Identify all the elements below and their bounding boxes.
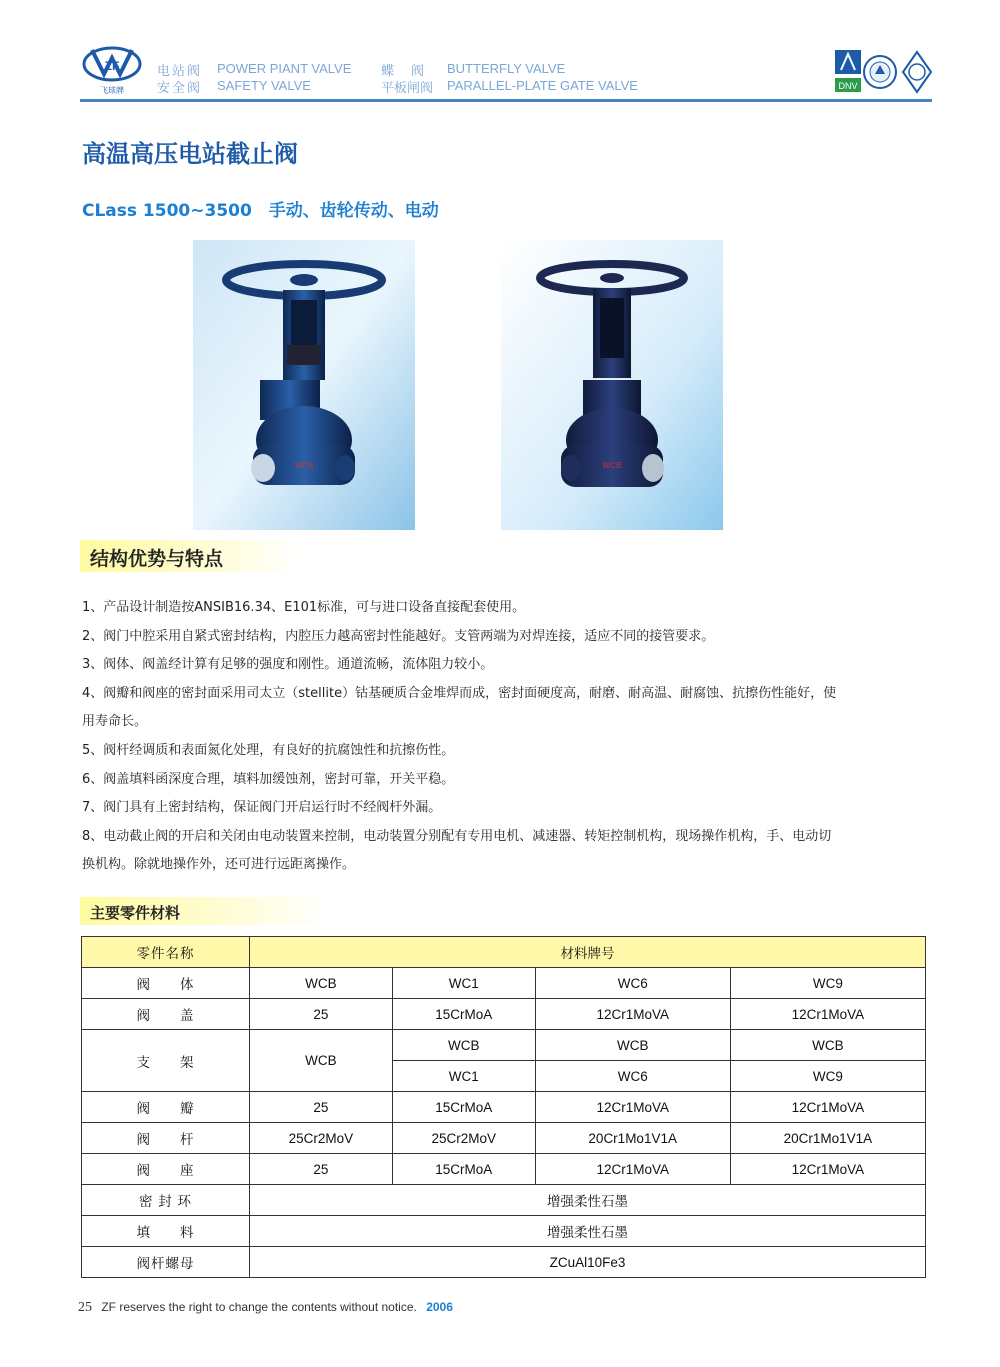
table-cell: 12Cr1MoVA [535, 999, 730, 1030]
table-cell: WC9 [730, 968, 925, 999]
page-title: 高温高压电站截止阀 [82, 140, 298, 168]
company-logo-icon [80, 44, 144, 96]
table-cell: 增强柔性石墨 [250, 1185, 926, 1216]
table-cell: 25Cr2MoV [250, 1123, 393, 1154]
svg-text:WCB: WCB [294, 461, 314, 470]
page-footer [78, 1300, 453, 1316]
feature-item: 4、阀瓣和阀座的密封面采用司太立（stellite）钴基硬质合金堆焊而成，密封面硬度高，耐磨、耐高温、耐腐蚀、抗擦伤性能好，使用寿命长。 [82, 685, 837, 730]
header-category-butterfly-en: BUTTERFLY VALVE [447, 61, 566, 76]
valve-photo-1 [193, 240, 415, 530]
header-category-gate-cn: 平板闸阀 [381, 81, 434, 96]
part-name: 密 封 环 [82, 1185, 250, 1216]
part-name: 阀 座 [82, 1154, 250, 1185]
table-cell: WCB [250, 968, 393, 999]
table-cell: WC9 [730, 1061, 925, 1092]
table-cell: WCB [730, 1030, 925, 1061]
table-cell: 25 [250, 1154, 393, 1185]
table-cell: 25Cr2MoV [392, 1123, 535, 1154]
feature-item: 8、电动截止阀的开启和关闭由电动装置来控制，电动装置分别配有专用电机、减速器、转矩控制机构，现场操作机构，手、电动切换机构。除就地操作外，还可进行远距离操作。 [82, 828, 832, 873]
features-list [82, 594, 842, 880]
materials-section-heading: 主要零件材料 [80, 897, 330, 925]
part-name: 阀 杆 [82, 1123, 250, 1154]
table-cell: 增强柔性石墨 [250, 1216, 926, 1247]
table-row [82, 999, 926, 1030]
part-name: 阀 体 [82, 968, 250, 999]
table-cell: WC6 [535, 968, 730, 999]
table-cell: WC1 [392, 968, 535, 999]
table-cell: ZCuAl10Fe3 [250, 1247, 926, 1278]
table-row [82, 1185, 926, 1216]
part-name: 填 料 [82, 1216, 250, 1247]
table-cell: WC1 [392, 1061, 535, 1092]
footer-year: 2006 [426, 1300, 453, 1314]
api-mark-icon [903, 52, 931, 92]
table-cell: 12Cr1MoVA [730, 1092, 925, 1123]
table-row [82, 1247, 926, 1278]
header-category-safety-en: SAFETY VALVE [217, 78, 311, 93]
table-cell: 12Cr1MoVA [535, 1154, 730, 1185]
valve-photo-2 [501, 240, 723, 530]
table-row [82, 1216, 926, 1247]
footer-notice: ZF reserves the right to change the contents without notice. [101, 1300, 417, 1314]
table-row [82, 1030, 926, 1061]
feature-item: 2、阀门中腔采用自紧式密封结构，内腔压力越高密封性能越好。支管两端为对焊连接，适应不同的接管要求。 [82, 628, 715, 644]
features-section-heading: 结构优势与特点 [80, 540, 300, 572]
table-cell: WCB [392, 1030, 535, 1061]
feature-item: 1、产品设计制造按ANSIB16.34、E101标准，可与进口设备直接配套使用。 [82, 600, 526, 615]
table-cell: 20Cr1Mo1V1A [535, 1123, 730, 1154]
table-row [82, 968, 926, 999]
part-name: 阀 盖 [82, 999, 250, 1030]
table-row [82, 1092, 926, 1123]
table-cell: 12Cr1MoVA [730, 1154, 925, 1185]
svg-text:飞球牌: 飞球牌 [100, 86, 124, 95]
part-name: 阀杆螺母 [82, 1247, 250, 1278]
header-rule [80, 99, 932, 102]
header-category-butterfly-cn: 蝶 阀 [381, 64, 427, 79]
part-name: 阀 瓣 [82, 1092, 250, 1123]
table-cell: 12Cr1MoVA [535, 1092, 730, 1123]
feature-item: 3、阀体、阀盖经计算有足够的强度和刚性。通道流畅，流体阻力较小。 [82, 657, 494, 673]
header-part-name: 零件名称 [82, 937, 250, 968]
svg-text:DNV: DNV [838, 81, 858, 91]
feature-item: 5、阀杆经调质和表面氮化处理，有良好的抗腐蚀性和抗擦伤性。 [82, 742, 455, 758]
table-cell: 15CrMoA [392, 999, 535, 1030]
table-header-row [82, 937, 926, 968]
svg-text:ZF: ZF [104, 59, 120, 73]
header-category-gate-en: PARALLEL-PLATE GATE VALVE [447, 78, 638, 93]
header-category-power-cn: 电站阀 [157, 64, 203, 79]
table-cell: WC6 [535, 1061, 730, 1092]
svg-text:WCB: WCB [602, 461, 622, 470]
table-cell: 12Cr1MoVA [730, 999, 925, 1030]
certification-logos [833, 48, 933, 96]
header-category-power-en: POWER PIANT VALVE [217, 61, 352, 76]
table-cell: 15CrMoA [392, 1154, 535, 1185]
header-category-safety-cn: 安全阀 [157, 81, 203, 96]
page-number: 25 [78, 1300, 92, 1315]
table-cell: 20Cr1Mo1V1A [730, 1123, 925, 1154]
table-row [82, 1123, 926, 1154]
page-header [0, 0, 1000, 110]
header-material-grade: 材料牌号 [250, 937, 926, 968]
table-cell: 25 [250, 1092, 393, 1123]
feature-item: 7、阀门具有上密封结构，保证阀门开启运行时不经阀杆外漏。 [82, 800, 442, 816]
table-cell: 25 [250, 999, 393, 1030]
part-name: 支 架 [82, 1030, 250, 1092]
table-cell: 15CrMoA [392, 1092, 535, 1123]
materials-table [81, 936, 926, 1278]
table-cell: WCB [535, 1030, 730, 1061]
table-row [82, 1154, 926, 1185]
feature-item: 6、阀盖填料函深度合理，填料加缓蚀剂，密封可靠，开关平稳。 [82, 771, 455, 787]
table-cell: WCB [250, 1030, 393, 1092]
page-subtitle: CLass 1500~3500 手动、齿轮传动、电动 [82, 201, 439, 221]
